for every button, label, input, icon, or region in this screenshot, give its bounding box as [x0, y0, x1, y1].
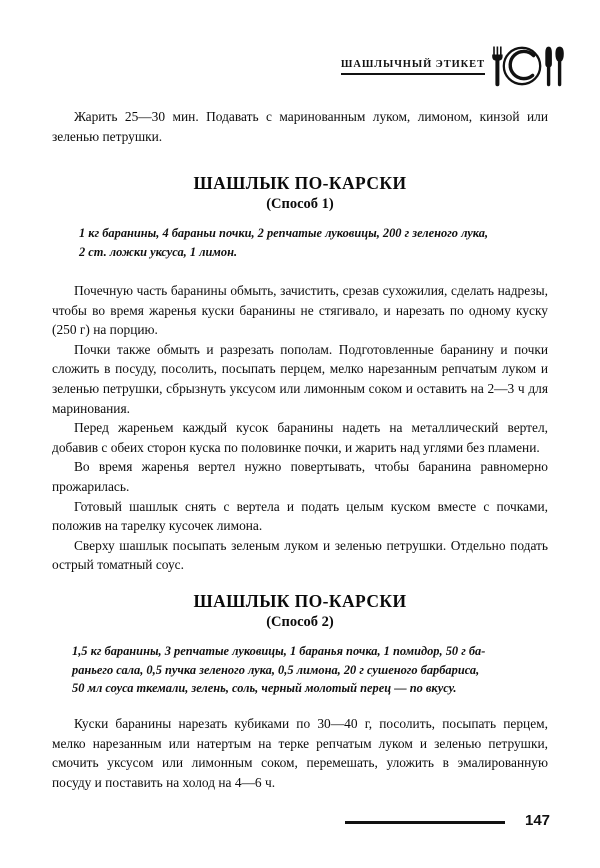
page-footer — [0, 812, 600, 846]
recipe-paragraph: Почки также обмыть и разрезать пополам. Подготовленные баранину и почки сложить в посуду, посолить, посыпать перцем, мелко нарезанным репчатым луком и зеленью петрушки, сбрызнуть уксусом или лимонным соком и оставить на 2—3 ч для маринования. — [52, 341, 548, 416]
recipe-paragraph: Куски баранины нарезать кубиками по 30—40 г, посолить, посыпать перцем, мелко нарезанным или натертым на терке репчатым луком и зеленью петрушки, смочить уксусом или лимонным соком, перемешать, уложить в эмалированную посуду и поставить на холод на 4—6 ч. — [52, 716, 548, 790]
recipe-2-body-block — [52, 714, 548, 792]
recipe-1-heading-block — [52, 172, 548, 214]
cutlery-plate-icon — [491, 44, 565, 88]
page-number: 147 — [525, 812, 551, 829]
ingredient-line: 1,5 кг баранины, 3 репчатые луковицы, 1 баранья почка, 1 помидор, 50 г ба- — [72, 644, 486, 658]
recipe-2-ingredients — [72, 642, 550, 698]
recipe-2-title: ШАШЛЫК ПО-КАРСКИ — [193, 591, 407, 611]
ingredient-line: 2 ст. ложки уксуса, 1 лимон. — [79, 244, 238, 259]
recipe-2-subtitle: (Способ 2) — [266, 614, 334, 630]
recipe-1-body-block — [52, 281, 548, 575]
ingredient-line: 50 мл соуса ткемали, зелень, соль, черный молотый перец — по вкусу. — [72, 681, 457, 696]
recipe-1-subtitle: (Способ 1) — [266, 196, 334, 212]
recipe-paragraph: Почечную часть баранины обмыть, зачистить, срезав сухожилия, сделать надрезы, чтобы во время жаренья куски баранины не стягивало, и нарезать по одному куску (250 г) на порцию. — [52, 283, 548, 338]
recipe-paragraph: Сверху шашлык посыпать зеленым луком и зеленью петрушки. Отдельно подать острый томатный соус. — [52, 537, 548, 573]
footer-rule — [345, 821, 505, 824]
recipe-2-heading-block — [52, 590, 548, 632]
recipe-paragraph: Перед жареньем каждый кусок баранины надеть на металлический вертел, добавив с обеих сторон куска по половинке почки, и жарить над углями без пламени. — [52, 420, 548, 455]
running-head-rule — [341, 73, 485, 76]
recipe-1-title: ШАШЛЫК ПО-КАРСКИ — [193, 173, 407, 193]
ingredient-line: 1 кг баранины, 4 бараньи почки, 2 репчатые луковицы, 200 г зеленого лука, — [79, 226, 489, 240]
recipe-paragraph: Готовый шашлык снять с вертела и подать целым куском вместе с почками, положив на тарелку кусочек лимона. — [52, 498, 548, 534]
ingredient-line: раньего сала, 0,5 пучка зеленого лука, 0,5 лимона, 20 г сушеного барбариса, — [72, 662, 480, 677]
recipe-1-ingredients — [79, 224, 549, 261]
running-head — [341, 44, 565, 90]
running-head-text-wrap — [341, 58, 485, 77]
running-head-label: ШАШЛЫЧНЫЙ ЭТИКЕТ — [340, 58, 485, 70]
recipe-1-ingredients-block — [79, 224, 549, 261]
recipe-2-ingredients-block — [72, 642, 550, 698]
intro-paragraph: Жарить 25—30 мин. Подавать с маринованным луком, лимоном, кинзой или зеленью петрушки. — [52, 109, 548, 144]
recipe-paragraph: Во время жаренья вертел нужно повертывать, чтобы баранина равномерно прожарилась. — [52, 459, 548, 494]
intro-paragraph-block — [52, 107, 548, 146]
